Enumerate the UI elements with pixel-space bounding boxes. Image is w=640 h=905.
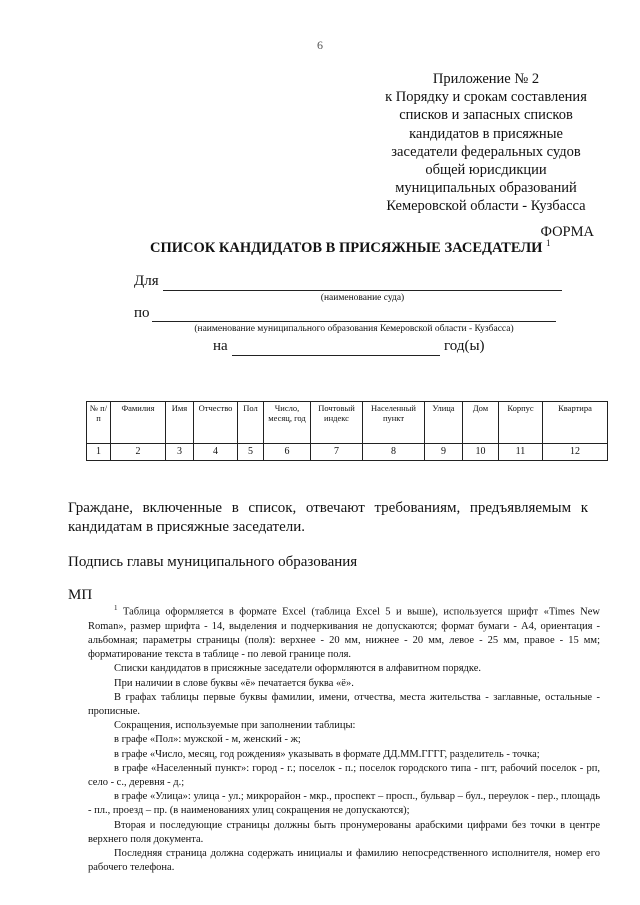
- table-number-row: [87, 444, 608, 461]
- footnote-item: Вторая и последующие страницы должны быть пронумерованы арабскими цифрами без точки в центре верхнего поля документа.: [88, 819, 600, 845]
- table-header-row: [87, 402, 608, 444]
- court-hint: (наименование суда): [320, 293, 405, 303]
- signature-label: Подпись главы муниципального образования: [68, 554, 358, 570]
- footnote-item: При наличии в слове буквы «ё» печатается буква «ё».: [114, 677, 354, 689]
- footnote-item: в графе «Улица»: улица - ул.; микрорайон - мкр., проспект – просп., бульвар – бул., переулок - пер., площадь - пл., проезд – пр. (в наименованиях улиц сокращения не допускаются);: [88, 791, 600, 817]
- appendix-line: общей юрисдикции: [425, 162, 547, 179]
- appendix-line: списков и запасных списков: [399, 107, 573, 124]
- form-label: ФОРМА: [540, 224, 594, 240]
- appendix-line: Кемеровской области - Кузбасса: [386, 198, 586, 215]
- page-number: 6: [317, 38, 323, 52]
- footnote-item: $^1$ Таблица оформляется в формате Excel (таблица Excel 5 и выше), используется шрифт «Times New Roman», размер шрифта - 14, выделения и подчеркивания не допускаются; формат бумаги - А4, ориентация - альбомная; параметры страницы (поля): верхнее - 20 мм, нижнее - 20 мм, левое - 25 мм, правое - 15 мм; форматирование текста в таблице - по левой границе поля.: [88, 604, 600, 661]
- column-header: № п/п: [87, 402, 111, 444]
- column-header: Отчество: [194, 402, 238, 444]
- appendix-line: к Порядку и срокам составления: [385, 89, 587, 106]
- column-number: 2: [111, 444, 166, 461]
- column-header: Корпус: [499, 402, 543, 444]
- stamp-label: МП: [68, 587, 93, 603]
- column-header: Имя: [166, 402, 194, 444]
- candidates-table: [86, 401, 608, 461]
- footnotes: [88, 601, 600, 875]
- municipality-hint: (наименование муниципального образования Кемеровской области - Кузбасса): [194, 324, 514, 334]
- column-number: 1: [87, 444, 111, 461]
- po-label: по: [134, 305, 150, 321]
- column-header: Улица: [425, 402, 463, 444]
- appendix-line: кандидатов в присяжные: [409, 125, 563, 142]
- footnote-mark: 1: [114, 604, 118, 612]
- appendix-line: заседатели федеральных судов: [391, 143, 581, 160]
- years-input-line[interactable]: [232, 355, 440, 356]
- column-number: 8: [363, 444, 425, 461]
- column-number: 9: [425, 444, 463, 461]
- na-label: на: [213, 338, 228, 354]
- column-header: Пол: [238, 402, 264, 444]
- footnote-item: Последняя страница должна содержать инициалы и фамилию непосредственного исполнителя, номер его рабочего телефона.: [88, 847, 600, 874]
- column-header: Населенный пункт: [363, 402, 425, 444]
- dlya-label: Для: [134, 273, 159, 289]
- footnote-item: в графе «Пол»: мужской - м, женский - ж;: [114, 734, 301, 746]
- footnote-item: Сокращения, используемые при заполнении таблицы:: [114, 720, 356, 732]
- eligibility-statement: Граждане, включенные в список, отвечают требованиям, предъявляемым к кандидатам в присяжные заседатели.: [68, 500, 588, 535]
- title-footnote-mark: 1: [546, 238, 551, 248]
- column-number: 10: [463, 444, 499, 461]
- column-number: 11: [499, 444, 543, 461]
- appendix-line: муниципальных образований: [395, 180, 577, 197]
- column-number: 7: [311, 444, 363, 461]
- column-header: Почтовый индекс: [311, 402, 363, 444]
- column-number: 6: [264, 444, 311, 461]
- document-title: [150, 238, 551, 257]
- column-header: Дом: [463, 402, 499, 444]
- footnote-item: в графе «Населенный пункт»: город - г.; поселок - п.; поселок городского типа - пгт, рабочий поселок - рп, село - с., деревня - д.;: [88, 762, 600, 788]
- column-number: 4: [194, 444, 238, 461]
- column-header: Фамилия: [111, 402, 166, 444]
- column-number: 3: [166, 444, 194, 461]
- column-header: Число, месяц, год: [264, 402, 311, 444]
- appendix-line: Приложение № 2: [432, 71, 540, 87]
- column-header: Квартира: [543, 402, 608, 444]
- title-text: СПИСОК КАНДИДАТОВ В ПРИСЯЖНЫЕ ЗАСЕДАТЕЛИ: [150, 239, 543, 256]
- column-number: 5: [238, 444, 264, 461]
- footnote-item: В графах таблицы первые буквы фамилии, имени, отчества, места жительства - заглавные, остальные - прописные.: [88, 691, 600, 717]
- municipality-input-line[interactable]: [152, 321, 556, 322]
- footnote-item: Списки кандидатов в присяжные заседатели оформляются в алфавитном порядке.: [114, 663, 482, 675]
- column-number: 12: [543, 444, 608, 461]
- years-label: год(ы): [444, 338, 485, 354]
- appendix-header: [372, 70, 600, 216]
- footnote-item: в графе «Число, месяц, год рождения» указывать в формате ДД.ММ.ГГГГ, разделитель - точка;: [114, 748, 540, 760]
- court-input-line[interactable]: [163, 290, 562, 291]
